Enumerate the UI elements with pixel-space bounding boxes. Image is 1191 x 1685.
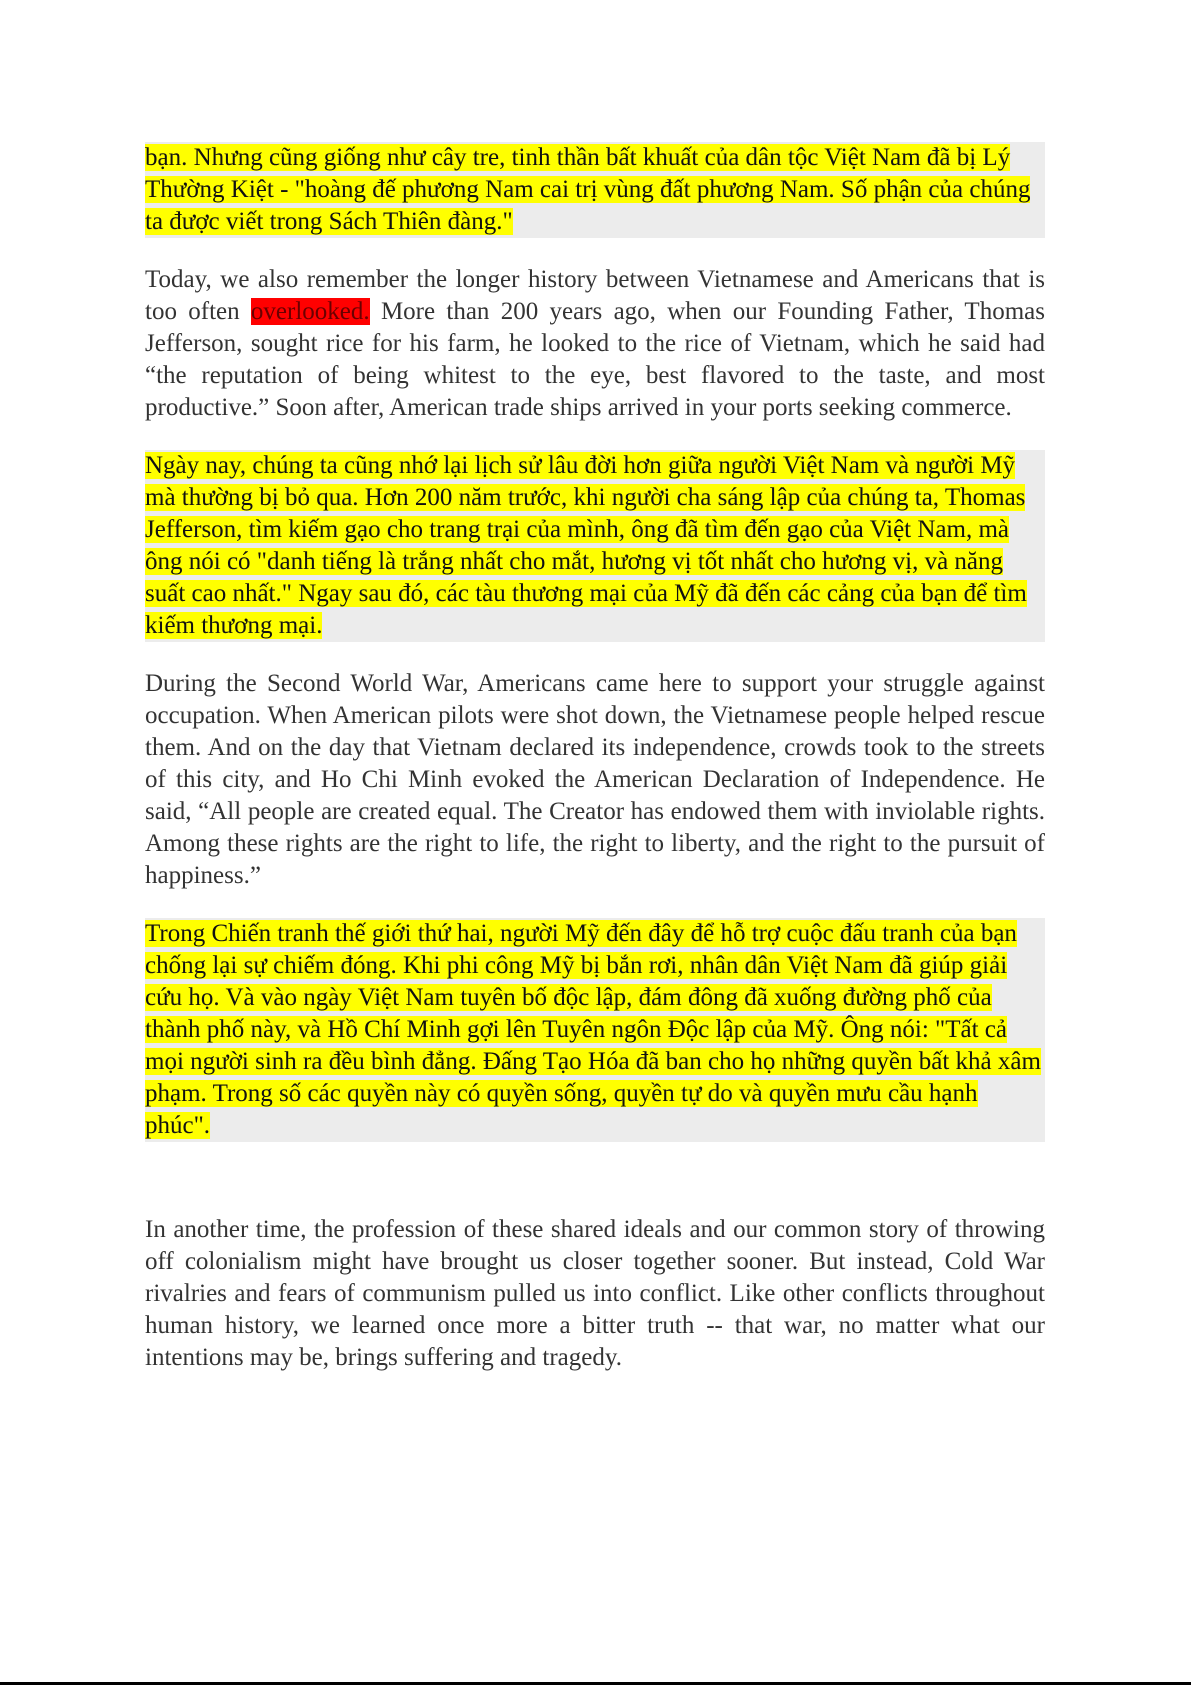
document-body [145, 142, 1045, 1374]
vietnamese-paragraph-2 [145, 450, 1045, 642]
english-paragraph-4 [145, 1214, 1045, 1374]
red-highlight: overlooked. [250, 298, 370, 325]
english-paragraph-3 [145, 668, 1045, 892]
highlighted-text: bạn. Nhưng cũng giống như cây tre, tinh thần bất khuất của dân tộc Việt Nam đã bị Lý Thường Kiệt - "hoàng đế phương Nam cai trị vùng đất phương Nam. Số phận của chúng ta được viết trong Sách Thiên đàng." [145, 144, 1031, 235]
paragraph-text: During the Second World War, Americans came here to support your struggle against occupation. When American pilots were shot down, the Vietnamese people helped rescue them. And on the day that Vietnam declared its independence, crowds took to the streets of this city, and Ho Chi Minh evoked the American Declaration of Independence. He said, “All people are created equal. The Creator has endowed them with inviolable rights. Among these rights are the right to life, the right to liberty, and the right to the pursuit of happiness.” [145, 670, 1045, 889]
paragraph-text: Today, we also remember the longer history between Vietnamese and Americans that is too often [145, 266, 1045, 325]
paragraph-text: More than 200 years ago, when our Founding Father, Thomas Jefferson, sought rice for his farm, he looked to the rice of Vietnam, which he said had “the reputation of being whitest to the eye, best flavored to the taste, and most productive.” Soon after, American trade ships arrived in your ports seeking commerce. [145, 298, 1045, 421]
highlighted-text: Trong Chiến tranh thế giới thứ hai, người Mỹ đến đây để hỗ trợ cuộc đấu tranh của bạn chống lại sự chiếm đóng. Khi phi công Mỹ bị bắn rơi, nhân dân Việt Nam đã giúp giải cứu họ. Và vào ngày Việt Nam tuyên bố độc lập, đám đông đã xuống đường phố của thành phố này, và Hồ Chí Minh gợi lên Tuyên ngôn Độc lập của Mỹ. Ông nói: "Tất cả mọi người sinh ra đều bình đẳng. Đấng Tạo Hóa đã ban cho họ những quyền bất khả xâm phạm. Trong số các quyền này có quyền sống, quyền tự do và quyền mưu cầu hạnh phúc". [145, 920, 1041, 1139]
vietnamese-paragraph-1 [145, 142, 1045, 238]
highlighted-text: Ngày nay, chúng ta cũng nhớ lại lịch sử lâu đời hơn giữa người Việt Nam và người Mỹ mà thường bị bỏ qua. Hơn 200 năm trước, khi người cha sáng lập của chúng ta, Thomas Jefferson, tìm kiếm gạo cho trang trại của mình, ông đã tìm đến gạo của Việt Nam, mà ông nói có "danh tiếng là trắng nhất cho mắt, hương vị tốt nhất cho hương vị, và năng suất cao nhất." Ngay sau đó, các tàu thương mại của Mỹ đã đến các cảng của bạn để tìm kiếm thương mại. [145, 452, 1027, 639]
english-paragraph-2 [145, 264, 1045, 424]
paragraph-text: In another time, the profession of these shared ideals and our common story of throwing off colonialism might have brought us closer together sooner. But instead, Cold War rivalries and fears of communism pulled us into conflict. Like other conflicts throughout human history, we learned once more a bitter truth -- that war, no matter what our intentions may be, brings suffering and tragedy. [145, 1216, 1045, 1371]
vietnamese-paragraph-3 [145, 918, 1045, 1142]
